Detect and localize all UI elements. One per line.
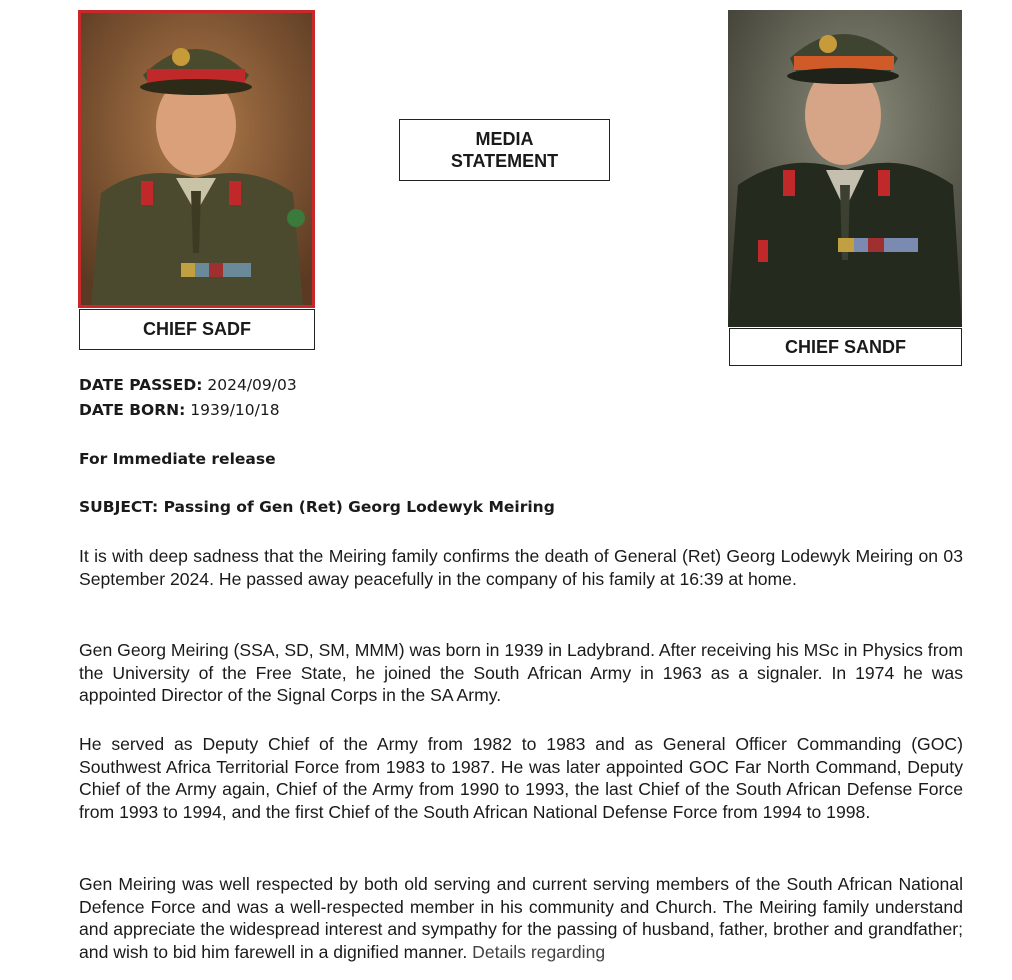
portrait-image [728,10,962,327]
body-paragraph-1: It is with deep sadness that the Meiring family confirms the death of General (Ret) Georg Lodewyk Meiring on 03 September 2024. He passed away peacefully in the company of his family at 16:39 at home. [79,546,963,589]
caption-chief-sandf: CHIEF SANDF [729,328,962,366]
date-born-value: 1939/10/18 [190,401,280,419]
body-paragraph-4-tail: Details regarding [472,941,606,962]
portrait-chief-sandf [728,10,962,327]
portrait-image [81,13,312,305]
date-passed [79,376,297,394]
portrait-chief-sadf [78,10,315,308]
release-note: For Immediate release [79,450,276,468]
date-passed-label: DATE PASSED: [79,376,203,394]
date-passed-value: 2024/09/03 [207,376,297,394]
date-born-label: DATE BORN: [79,401,186,419]
body-paragraph-4-main: Gen Meiring was well respected by both old serving and current serving members of the South African National Defence Force and was a well-respected member in his community and Church. The Meiring family understand and appreciate the widespread interest and sympathy for the passing of husband, father, brother and grandfather; and wish to bid him farewell in a dignified manner. [79,874,963,962]
body-paragraph-4 [79,873,963,963]
media-statement-box [399,119,610,181]
body-paragraph-3: He served as Deputy Chief of the Army from 1982 to 1983 and as General Officer Commanding (GOC) Southwest Africa Territorial Force from 1983 to 1987. He was later appointed GOC Far North Command, Deputy Chief of the Army again, Chief of the Army from 1990 to 1993, the last Chief of the South African Defense Force from 1993 to 1994, and the first Chief of the South African National Defense Force from 1994 to 1998. [79,734,963,822]
date-born [79,401,280,419]
subject-line: SUBJECT: Passing of Gen (Ret) Georg Lodewyk Meiring [79,498,555,516]
media-statement-line2: STATEMENT [450,151,559,171]
media-statement-line1: MEDIA [475,129,534,149]
body-paragraph-2: Gen Georg Meiring (SSA, SD, SM, MMM) was born in 1939 in Ladybrand. After receiving his MSc in Physics from the University of the Free State, he joined the South African Army in 1963 as a signaler. In 1974 he was appointed Director of the Signal Corps in the SA Army. [79,640,963,705]
caption-chief-sadf: CHIEF SADF [79,309,315,350]
